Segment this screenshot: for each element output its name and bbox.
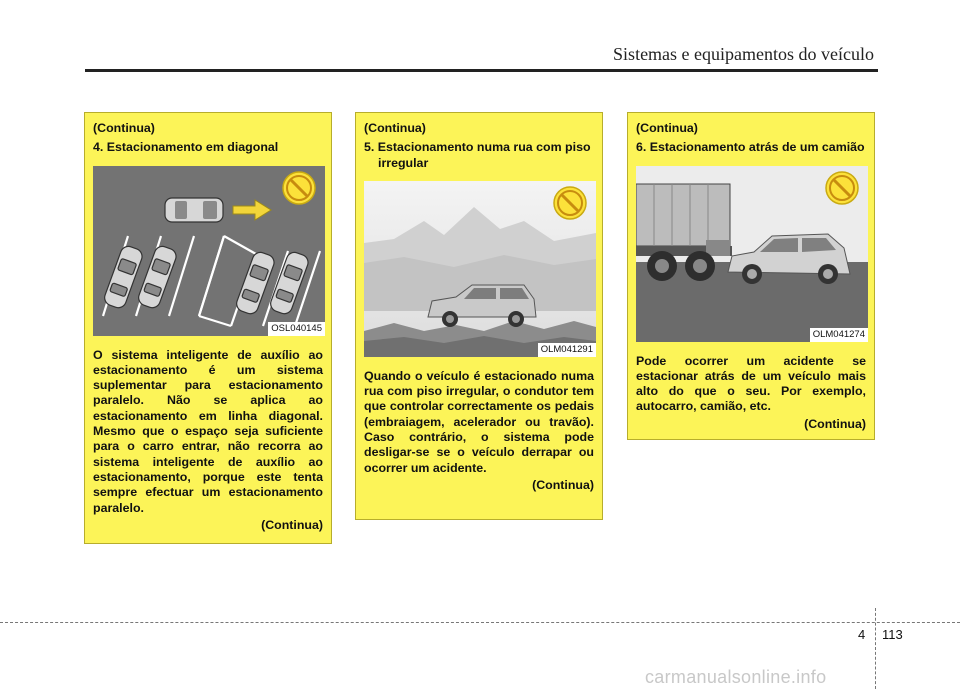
step-heading: 5. Estacionamento numa rua com piso irregular: [364, 140, 591, 170]
diagonal-parking-illustration: [93, 166, 325, 336]
no-entry-sign-icon: [554, 187, 586, 219]
continued-top: (Continua): [364, 121, 426, 135]
panel-behind-truck: [627, 112, 875, 440]
panel-uneven-road: [355, 112, 603, 520]
behind-truck-drawing: [636, 166, 868, 342]
car-icon: [165, 198, 223, 222]
figure-code: OSL040145: [268, 322, 325, 336]
behind-truck-illustration: [636, 166, 868, 342]
panel-body: O sistema inteligente de auxílio ao estacionamento é um sistema suplementar para estacionamento paralelo. Não se aplica ao estacionamento em linha diagonal. Mesmo que o espaço seja suficiente para o carro entrar, não recorra ao sistema inteligente de auxílio ao estacionamento, porque este tenta sempre efectuar um estacionamento paralelo.: [93, 347, 323, 515]
footer-rule: [0, 622, 960, 623]
figure-code: OLM041274: [810, 328, 868, 342]
page-header-title: Sistemas e equipamentos do veículo: [613, 44, 874, 64]
uneven-road-drawing: [364, 181, 596, 357]
continued-bottom: (Continua): [532, 477, 594, 492]
diagonal-parking-drawing: [93, 166, 325, 336]
uneven-road-illustration: [364, 181, 596, 357]
step-heading: 4. Estacionamento em diagonal: [93, 140, 279, 155]
continued-top: (Continua): [636, 121, 698, 135]
panel-diagonal-parking: [84, 112, 332, 544]
page-number: 113: [882, 627, 903, 642]
chapter-number: 4: [858, 627, 866, 642]
continued-top: (Continua): [93, 121, 155, 135]
no-entry-sign-icon: [826, 172, 858, 204]
panel-body: Pode ocorrer um acidente se estacionar atrás de um veículo mais alto do que o seu. Por exemplo, autocarro, camião, etc.: [636, 353, 866, 414]
no-entry-sign-icon: [283, 172, 315, 204]
step-heading: 6. Estacionamento atrás de um camião: [636, 140, 865, 155]
figure-code: OLM041291: [538, 343, 596, 357]
header-rule: [85, 69, 878, 72]
page-separator: [875, 608, 877, 689]
continued-bottom: (Continua): [261, 517, 323, 532]
panel-body: Quando o veículo é estacionado numa rua com piso irregular, o condutor tem que controlar correctamente os pedais (embraiagem, acelerador ou travão). Caso contrário, o sistema pode desligar-se se o veículo derrapar ou ocorrer um acidente.: [364, 368, 594, 475]
continued-bottom: (Continua): [804, 416, 866, 431]
watermark: carmanualsonline.info: [645, 667, 827, 687]
